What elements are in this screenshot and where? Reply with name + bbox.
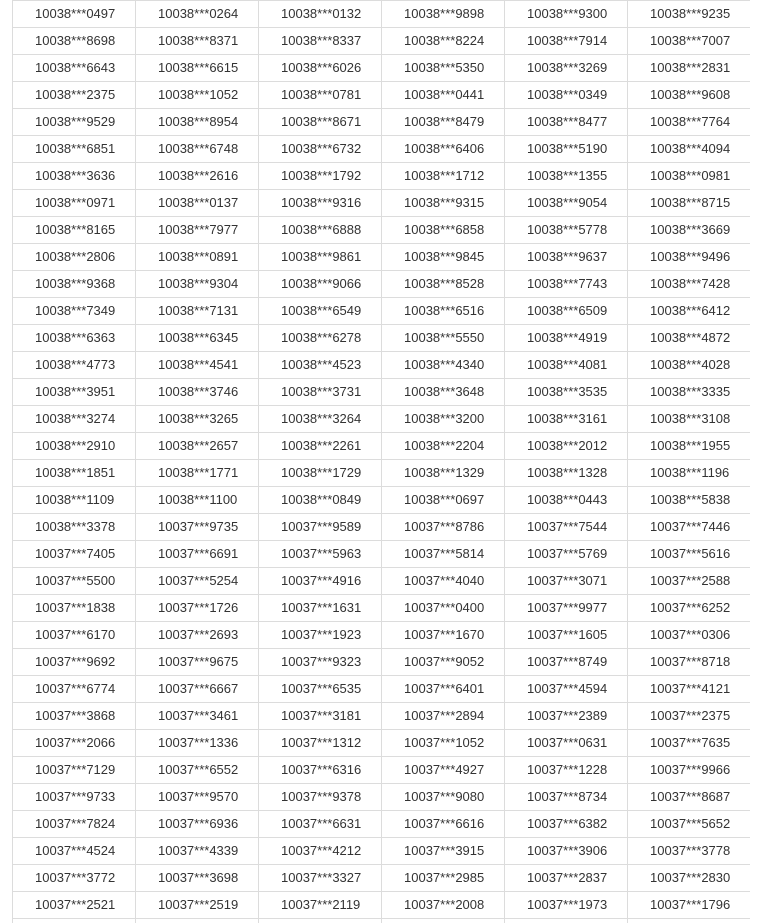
table-row xyxy=(13,298,751,325)
table-cell: 10038***0349 xyxy=(505,82,628,109)
table-cell: 10038***7131 xyxy=(136,298,259,325)
table-cell: 10038***0264 xyxy=(136,1,259,28)
table-row xyxy=(13,190,751,217)
table-cell: 10038***8224 xyxy=(382,28,505,55)
table-cell: 10037***6535 xyxy=(259,676,382,703)
table-cell: 10037***1052 xyxy=(382,730,505,757)
table-cell: 10038***9637 xyxy=(505,244,628,271)
table-cell xyxy=(13,919,136,923)
table-cell: 10037***1631 xyxy=(259,595,382,622)
table-cell: 10037***9733 xyxy=(13,784,136,811)
table-cell: 10038***1196 xyxy=(628,460,751,487)
table-cell: 10038***3636 xyxy=(13,163,136,190)
table-cell: 10037***4927 xyxy=(382,757,505,784)
table-cell: 10037***2389 xyxy=(505,703,628,730)
table-cell: 10037***0631 xyxy=(505,730,628,757)
table-cell: 10037***3868 xyxy=(13,703,136,730)
table-cell: 10037***1796 xyxy=(628,892,751,919)
table-cell: 10038***9304 xyxy=(136,271,259,298)
table-row xyxy=(13,433,751,460)
table-cell: 10037***4524 xyxy=(13,838,136,865)
table-cell: 10038***3269 xyxy=(505,55,628,82)
table-cell: 10038***8698 xyxy=(13,28,136,55)
table-row xyxy=(13,325,751,352)
table-cell: 10038***3951 xyxy=(13,379,136,406)
table-cell: 10038***9066 xyxy=(259,271,382,298)
table-cell: 10038***1792 xyxy=(259,163,382,190)
table-row xyxy=(13,595,751,622)
table-row xyxy=(13,28,751,55)
table-cell: 10037***5254 xyxy=(136,568,259,595)
table-cell: 10037***4121 xyxy=(628,676,751,703)
table-row xyxy=(13,811,751,838)
table-cell: 10037***6252 xyxy=(628,595,751,622)
table-cell: 10038***0781 xyxy=(259,82,382,109)
table-cell: 10038***3648 xyxy=(382,379,505,406)
table-cell: 10037***7544 xyxy=(505,514,628,541)
table-cell: 10038***1355 xyxy=(505,163,628,190)
table-cell: 10038***0971 xyxy=(13,190,136,217)
table-cell: 10037***4040 xyxy=(382,568,505,595)
table-cell: 10038***6509 xyxy=(505,298,628,325)
table-row xyxy=(13,487,751,514)
id-table-container xyxy=(12,0,750,923)
table-cell: 10037***6170 xyxy=(13,622,136,649)
table-cell: 10037***4916 xyxy=(259,568,382,595)
table-cell: 10038***8715 xyxy=(628,190,751,217)
table-cell: 10038***9300 xyxy=(505,1,628,28)
table-cell: 10037***3071 xyxy=(505,568,628,595)
table-cell: 10038***6615 xyxy=(136,55,259,82)
table-cell: 10038***4094 xyxy=(628,136,751,163)
table-cell: 10037***7446 xyxy=(628,514,751,541)
table-cell: 10037***6936 xyxy=(136,811,259,838)
table-cell: 10037***6691 xyxy=(136,541,259,568)
table-cell: 10038***3274 xyxy=(13,406,136,433)
masked-id-table xyxy=(12,0,750,923)
table-cell: 10037***1838 xyxy=(13,595,136,622)
table-cell: 10037***7635 xyxy=(628,730,751,757)
table-cell: 10038***7349 xyxy=(13,298,136,325)
table-row xyxy=(13,865,751,892)
table-cell: 10038***2204 xyxy=(382,433,505,460)
table-cell: 10038***7764 xyxy=(628,109,751,136)
table-cell: 10038***8477 xyxy=(505,109,628,136)
table-cell: 10037***0306 xyxy=(628,622,751,649)
table-cell xyxy=(628,919,751,923)
table-body xyxy=(13,1,751,923)
table-cell: 10038***4028 xyxy=(628,352,751,379)
table-cell: 10037***0400 xyxy=(382,595,505,622)
table-cell: 10038***8371 xyxy=(136,28,259,55)
table-row xyxy=(13,622,751,649)
table-cell: 10038***2261 xyxy=(259,433,382,460)
table-cell: 10038***6412 xyxy=(628,298,751,325)
table-cell: 10038***5190 xyxy=(505,136,628,163)
table-cell: 10038***6732 xyxy=(259,136,382,163)
table-cell: 10038***2831 xyxy=(628,55,751,82)
table-cell: 10038***2910 xyxy=(13,433,136,460)
table-cell: 10037***9692 xyxy=(13,649,136,676)
table-cell: 10037***2830 xyxy=(628,865,751,892)
table-row xyxy=(13,730,751,757)
table-cell: 10038***3264 xyxy=(259,406,382,433)
table-cell: 10037***2693 xyxy=(136,622,259,649)
table-cell: 10037***1605 xyxy=(505,622,628,649)
table-row xyxy=(13,136,751,163)
table-cell: 10038***9529 xyxy=(13,109,136,136)
table-cell: 10038***4081 xyxy=(505,352,628,379)
table-cell: 10037***8734 xyxy=(505,784,628,811)
table-row xyxy=(13,109,751,136)
table-cell: 10038***6888 xyxy=(259,217,382,244)
table-row xyxy=(13,271,751,298)
table-cell: 10037***3461 xyxy=(136,703,259,730)
table-cell: 10037***8749 xyxy=(505,649,628,676)
table-cell: 10038***0132 xyxy=(259,1,382,28)
table-cell: 10037***2008 xyxy=(382,892,505,919)
table-cell: 10038***3161 xyxy=(505,406,628,433)
table-row xyxy=(13,460,751,487)
table-row xyxy=(13,514,751,541)
table-cell: 10038***3669 xyxy=(628,217,751,244)
table-cell: 10037***1336 xyxy=(136,730,259,757)
table-cell: 10038***1109 xyxy=(13,487,136,514)
table-cell: 10038***3200 xyxy=(382,406,505,433)
table-cell: 10038***0443 xyxy=(505,487,628,514)
table-cell: 10037***1726 xyxy=(136,595,259,622)
table-cell: 10037***8718 xyxy=(628,649,751,676)
table-cell: 10037***8687 xyxy=(628,784,751,811)
table-row xyxy=(13,757,751,784)
table-cell: 10037***3915 xyxy=(382,838,505,865)
table-cell: 10038***6406 xyxy=(382,136,505,163)
table-cell: 10038***9496 xyxy=(628,244,751,271)
table-cell: 10037***6316 xyxy=(259,757,382,784)
table-cell: 10038***6278 xyxy=(259,325,382,352)
table-cell: 10037***9675 xyxy=(136,649,259,676)
table-cell: 10037***5963 xyxy=(259,541,382,568)
table-row xyxy=(13,784,751,811)
table-cell: 10038***8528 xyxy=(382,271,505,298)
table-cell: 10038***9861 xyxy=(259,244,382,271)
table-cell: 10038***4773 xyxy=(13,352,136,379)
table-cell: 10037***9570 xyxy=(136,784,259,811)
table-cell: 10037***3906 xyxy=(505,838,628,865)
table-cell: 10038***0849 xyxy=(259,487,382,514)
table-cell: 10038***4919 xyxy=(505,325,628,352)
table-cell: 10038***4340 xyxy=(382,352,505,379)
table-cell: 10038***7007 xyxy=(628,28,751,55)
table-cell xyxy=(505,919,628,923)
table-cell: 10038***3535 xyxy=(505,379,628,406)
table-cell: 10037***4594 xyxy=(505,676,628,703)
table-row xyxy=(13,163,751,190)
table-cell: 10037***1670 xyxy=(382,622,505,649)
table-cell: 10037***5814 xyxy=(382,541,505,568)
table-cell: 10037***3698 xyxy=(136,865,259,892)
table-cell: 10038***6858 xyxy=(382,217,505,244)
table-cell: 10038***0137 xyxy=(136,190,259,217)
table-cell: 10037***5769 xyxy=(505,541,628,568)
table-cell: 10038***6851 xyxy=(13,136,136,163)
table-cell: 10038***1712 xyxy=(382,163,505,190)
table-cell: 10038***6026 xyxy=(259,55,382,82)
table-cell: 10037***8786 xyxy=(382,514,505,541)
table-cell xyxy=(136,919,259,923)
table-cell: 10037***3778 xyxy=(628,838,751,865)
table-cell: 10037***6552 xyxy=(136,757,259,784)
table-cell: 10037***2066 xyxy=(13,730,136,757)
table-cell: 10038***2657 xyxy=(136,433,259,460)
table-row xyxy=(13,703,751,730)
table-row xyxy=(13,352,751,379)
table-cell: 10037***3327 xyxy=(259,865,382,892)
table-cell: 10037***2894 xyxy=(382,703,505,730)
table-cell: 10037***5652 xyxy=(628,811,751,838)
table-cell: 10037***3772 xyxy=(13,865,136,892)
table-cell: 10038***6516 xyxy=(382,298,505,325)
table-cell: 10038***1771 xyxy=(136,460,259,487)
table-row xyxy=(13,1,751,28)
table-row xyxy=(13,406,751,433)
table-row xyxy=(13,649,751,676)
table-row xyxy=(13,244,751,271)
table-cell: 10037***9589 xyxy=(259,514,382,541)
table-cell: 10038***8479 xyxy=(382,109,505,136)
table-cell: 10037***1228 xyxy=(505,757,628,784)
table-cell: 10038***9898 xyxy=(382,1,505,28)
table-cell: 10038***2375 xyxy=(13,82,136,109)
table-cell: 10038***6363 xyxy=(13,325,136,352)
table-cell: 10038***9316 xyxy=(259,190,382,217)
table-cell: 10038***7743 xyxy=(505,271,628,298)
table-cell: 10038***0497 xyxy=(13,1,136,28)
table-row xyxy=(13,379,751,406)
table-cell: 10038***3108 xyxy=(628,406,751,433)
table-cell: 10038***3378 xyxy=(13,514,136,541)
table-cell: 10038***9054 xyxy=(505,190,628,217)
table-cell: 10038***9315 xyxy=(382,190,505,217)
table-cell: 10038***5778 xyxy=(505,217,628,244)
table-row xyxy=(13,82,751,109)
table-cell: 10038***3731 xyxy=(259,379,382,406)
table-cell: 10037***2119 xyxy=(259,892,382,919)
table-cell: 10038***6345 xyxy=(136,325,259,352)
table-cell: 10037***1923 xyxy=(259,622,382,649)
table-cell: 10038***8954 xyxy=(136,109,259,136)
table-cell: 10037***5616 xyxy=(628,541,751,568)
table-cell: 10038***6549 xyxy=(259,298,382,325)
table-cell: 10037***2837 xyxy=(505,865,628,892)
table-cell: 10038***9368 xyxy=(13,271,136,298)
table-cell: 10037***6401 xyxy=(382,676,505,703)
table-cell: 10037***9378 xyxy=(259,784,382,811)
table-cell: 10038***1100 xyxy=(136,487,259,514)
table-cell: 10038***7977 xyxy=(136,217,259,244)
table-cell: 10038***2616 xyxy=(136,163,259,190)
table-cell: 10038***6748 xyxy=(136,136,259,163)
table-cell: 10038***7428 xyxy=(628,271,751,298)
table-cell: 10038***4541 xyxy=(136,352,259,379)
table-cell: 10038***2806 xyxy=(13,244,136,271)
table-cell: 10037***2375 xyxy=(628,703,751,730)
table-cell: 10037***9966 xyxy=(628,757,751,784)
table-cell: 10038***2012 xyxy=(505,433,628,460)
table-cell: 10037***7824 xyxy=(13,811,136,838)
table-cell: 10037***6774 xyxy=(13,676,136,703)
table-cell: 10037***6382 xyxy=(505,811,628,838)
table-cell: 10037***2985 xyxy=(382,865,505,892)
table-cell: 10037***6631 xyxy=(259,811,382,838)
table-cell: 10038***9608 xyxy=(628,82,751,109)
table-cell: 10037***2588 xyxy=(628,568,751,595)
table-cell: 10037***1973 xyxy=(505,892,628,919)
table-cell: 10038***5838 xyxy=(628,487,751,514)
table-cell xyxy=(259,919,382,923)
table-cell: 10037***3181 xyxy=(259,703,382,730)
table-cell: 10037***9080 xyxy=(382,784,505,811)
table-cell: 10037***5500 xyxy=(13,568,136,595)
table-cell: 10037***6616 xyxy=(382,811,505,838)
table-row xyxy=(13,838,751,865)
table-cell: 10038***0441 xyxy=(382,82,505,109)
table-cell: 10038***1328 xyxy=(505,460,628,487)
table-cell: 10037***7405 xyxy=(13,541,136,568)
table-cell: 10038***8165 xyxy=(13,217,136,244)
table-cell: 10038***1851 xyxy=(13,460,136,487)
table-cell: 10037***9735 xyxy=(136,514,259,541)
table-cell: 10038***4872 xyxy=(628,325,751,352)
table-cell: 10038***5350 xyxy=(382,55,505,82)
table-row xyxy=(13,217,751,244)
table-cell: 10037***4212 xyxy=(259,838,382,865)
table-row xyxy=(13,568,751,595)
table-cell: 10038***9845 xyxy=(382,244,505,271)
table-cell: 10037***9323 xyxy=(259,649,382,676)
table-cell: 10037***1312 xyxy=(259,730,382,757)
table-cell: 10038***8671 xyxy=(259,109,382,136)
table-cell: 10038***1329 xyxy=(382,460,505,487)
table-row xyxy=(13,541,751,568)
table-row xyxy=(13,892,751,919)
table-cell: 10037***9052 xyxy=(382,649,505,676)
table-cell: 10037***4339 xyxy=(136,838,259,865)
table-cell: 10037***2519 xyxy=(136,892,259,919)
table-cell: 10037***2521 xyxy=(13,892,136,919)
table-cell: 10038***3746 xyxy=(136,379,259,406)
table-cell: 10038***7914 xyxy=(505,28,628,55)
table-cell: 10038***0981 xyxy=(628,163,751,190)
table-cell: 10037***7129 xyxy=(13,757,136,784)
table-cell: 10038***0891 xyxy=(136,244,259,271)
table-cell: 10038***5550 xyxy=(382,325,505,352)
table-row xyxy=(13,676,751,703)
table-row xyxy=(13,55,751,82)
table-cell: 10038***4523 xyxy=(259,352,382,379)
table-cell: 10038***0697 xyxy=(382,487,505,514)
table-cell: 10038***8337 xyxy=(259,28,382,55)
table-cell xyxy=(382,919,505,923)
table-cell: 10038***3265 xyxy=(136,406,259,433)
table-cell: 10038***3335 xyxy=(628,379,751,406)
table-cell: 10038***1729 xyxy=(259,460,382,487)
table-cell: 10038***9235 xyxy=(628,1,751,28)
table-row xyxy=(13,919,751,923)
table-cell: 10038***1955 xyxy=(628,433,751,460)
table-cell: 10037***9977 xyxy=(505,595,628,622)
table-cell: 10038***6643 xyxy=(13,55,136,82)
table-cell: 10037***6667 xyxy=(136,676,259,703)
table-cell: 10038***1052 xyxy=(136,82,259,109)
